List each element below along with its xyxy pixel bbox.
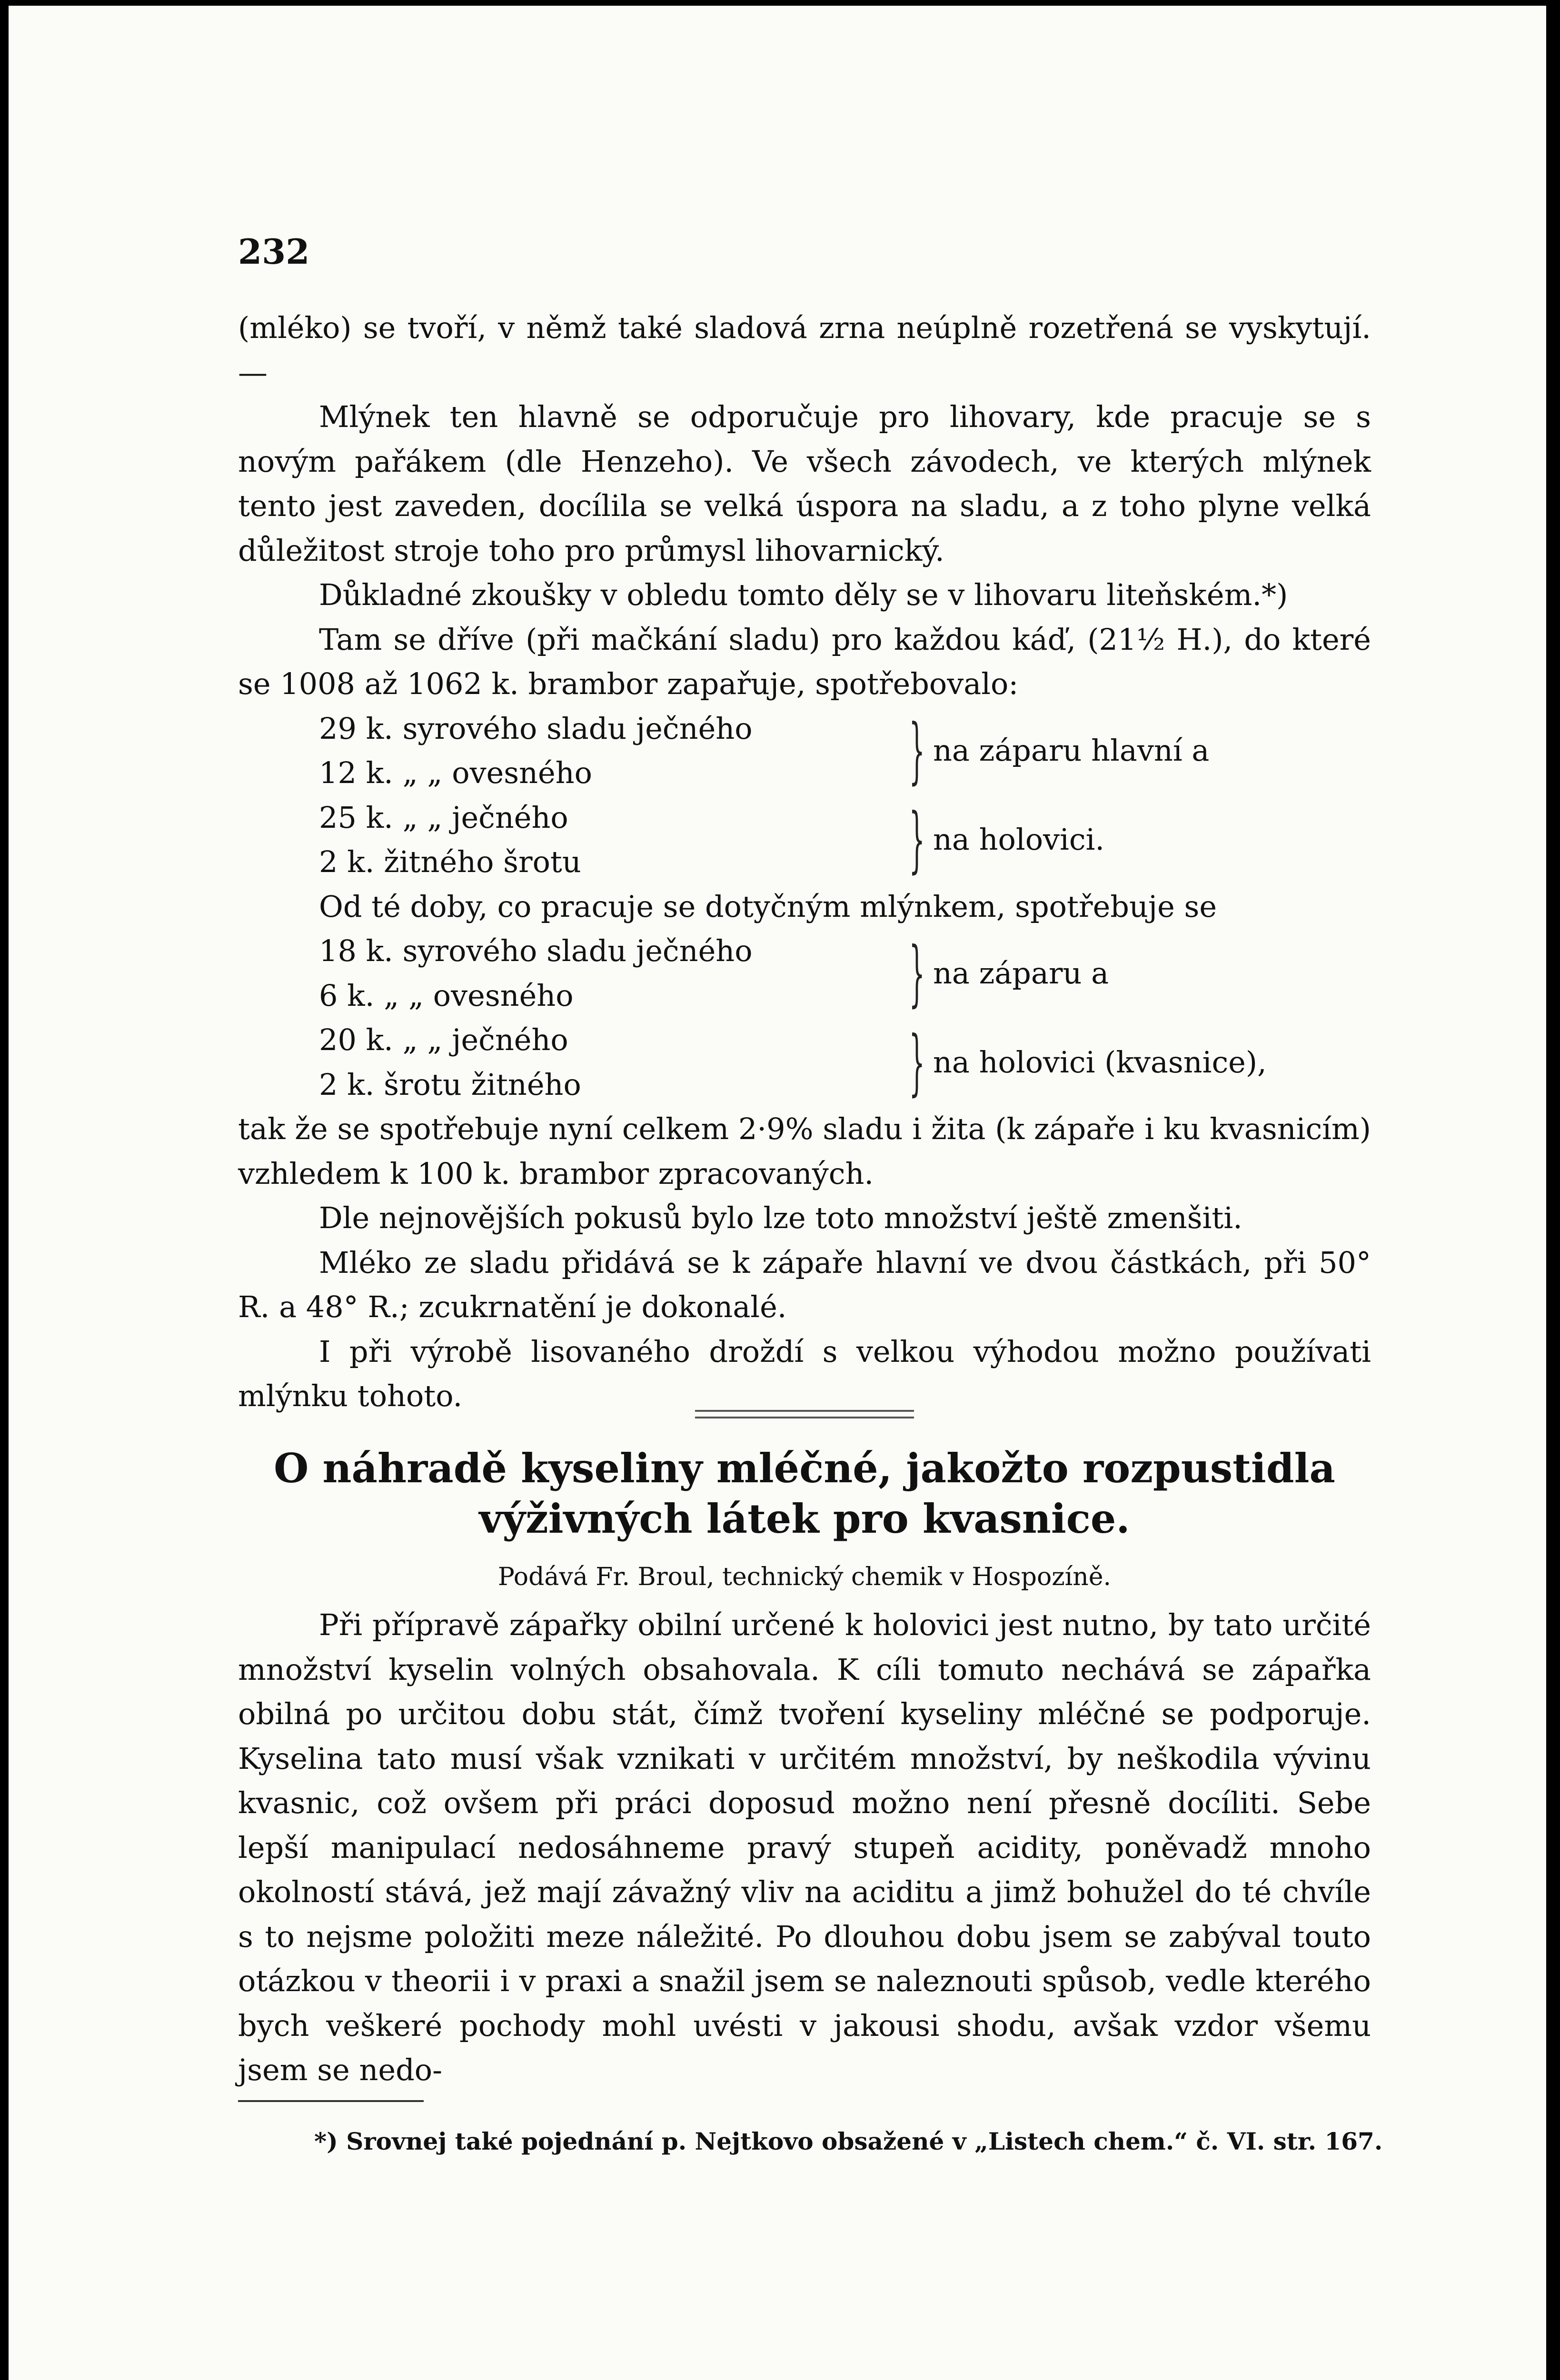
consumption-table-before (238, 706, 1371, 884)
paragraph: Mlýnek ten hlavně se odporučuje pro lihovary, kde pracuje se s novým pařákem (dle Henzeho). Ve všech závodech, ve kterých mlýnek tento jest zaveden, docílila se velká úspora na sladu, a z toho plyne velká důležitost stroje toho pro průmysl lihovarnický. (238, 399, 1371, 568)
table-note: na holovici (kvasnice), (933, 1044, 1267, 1080)
table-group (319, 706, 1371, 795)
table-row: 25 k. „ „ ječného (319, 800, 568, 835)
article-title: O náhradě kyseliny mléčné, jakožto rozpustidla výživných látek pro kvasnice. (274, 1445, 1335, 1542)
table-note: na holovici. (933, 822, 1105, 857)
table-note: na záparu a (933, 955, 1109, 991)
table-note: na záparu hlavní a (933, 733, 1210, 768)
table-row: 18 k. syrového sladu ječného (319, 933, 753, 968)
section-divider (695, 1417, 914, 1418)
brace: } (909, 798, 925, 881)
article-body (238, 1603, 1371, 2092)
paragraph: Dle nejnovějších pokusů bylo lze toto množství ještě zmenšiti. (319, 1200, 1242, 1235)
paragraph: Od té doby, co pracuje se dotyčným mlýnkem, spotřebuje se (319, 889, 1217, 924)
table-group (319, 795, 1371, 884)
paragraph: I při výrobě lisovaného droždí s velkou výhodou možno používati mlýnku tohoto. (238, 1334, 1371, 1413)
paragraph: Při přípravě zápařky obilní určené k holovici jest nutno, by tato určité množství kyselin volných obsahovala. K cíli tomuto nechává se zápařka obilná po určitou dobu stát, čímž tvoření kyseliny mléčné se podporuje. Kyselina tato musí však vznikati v určitém množství, by neškodila vývinu kvasnic, což ovšem při práci doposud možno není přesně docíliti. Sebe lepší manipulací nedosáhneme pravý stupeň acidity, poněvadž mnoho okolností stává, jež mají závažný vliv na aciditu a jimž bohužel do té chvíle s to nejsme položiti meze náležité. Po dlouhou dobu jsem se zabýval touto otázkou v theorii i v praxi a snažil jsem se naleznouti spůsob, vedle kterého bych veškeré pochody mohl uvésti v jakousi shodu, avšak vzdor všemu jsem se nedo- (238, 1607, 1371, 2087)
paragraph: tak že se spotřebuje nyní celkem 2·9% sladu i žita (k zápaře i ku kvasnicím) vzhledem k 100 k. brambor zpracovaných. (238, 1111, 1371, 1191)
brace: } (909, 709, 925, 792)
table-row: 20 k. „ „ ječného (319, 1022, 568, 1057)
footnote-rule (238, 2100, 424, 2102)
table-row: 12 k. „ „ ovesného (319, 755, 592, 790)
book-page (9, 6, 1546, 2380)
page-number: 232 (238, 231, 310, 272)
table-row: 29 k. syrového sladu ječného (319, 711, 753, 746)
footnote: *) Srovnej také pojednání p. Nejtkovo obsažené v „Listech chem.“ č. VI. str. 167. (314, 2127, 1383, 2155)
consumption-table-after (238, 929, 1371, 1107)
brace: } (909, 932, 925, 1015)
paragraph: Mléko ze sladu přidává se k zápaře hlavní ve dvou částkách, při 50° R. a 48° R.; zcukrnatění je dokonalé. (238, 1245, 1371, 1324)
paragraph: (mléko) se tvoří, v němž také sladová zrna neúplně rozetřená se vyskytují. — (238, 310, 1371, 390)
table-row: 6 k. „ „ ovesného (319, 978, 574, 1013)
paragraph: Důkladné zkoušky v obledu tomto děly se v lihovaru liteňském.*) (319, 577, 1288, 612)
table-row: 2 k. šrotu žitného (319, 1067, 581, 1102)
section-divider (695, 1410, 914, 1412)
table-group (319, 1018, 1371, 1107)
article-byline: Podává Fr. Broul, technický chemik v Hospozíně. (497, 1563, 1112, 1591)
top-section (238, 306, 1371, 1418)
paragraph: Tam se dříve (při mačkání sladu) pro každou káď, (21½ H.), do které se 1008 až 1062 k. brambor zapařuje, spotřebovalo: (238, 622, 1371, 701)
table-row: 2 k. žitného šrotu (319, 844, 581, 879)
table-group (319, 929, 1371, 1018)
brace: } (909, 1021, 925, 1104)
